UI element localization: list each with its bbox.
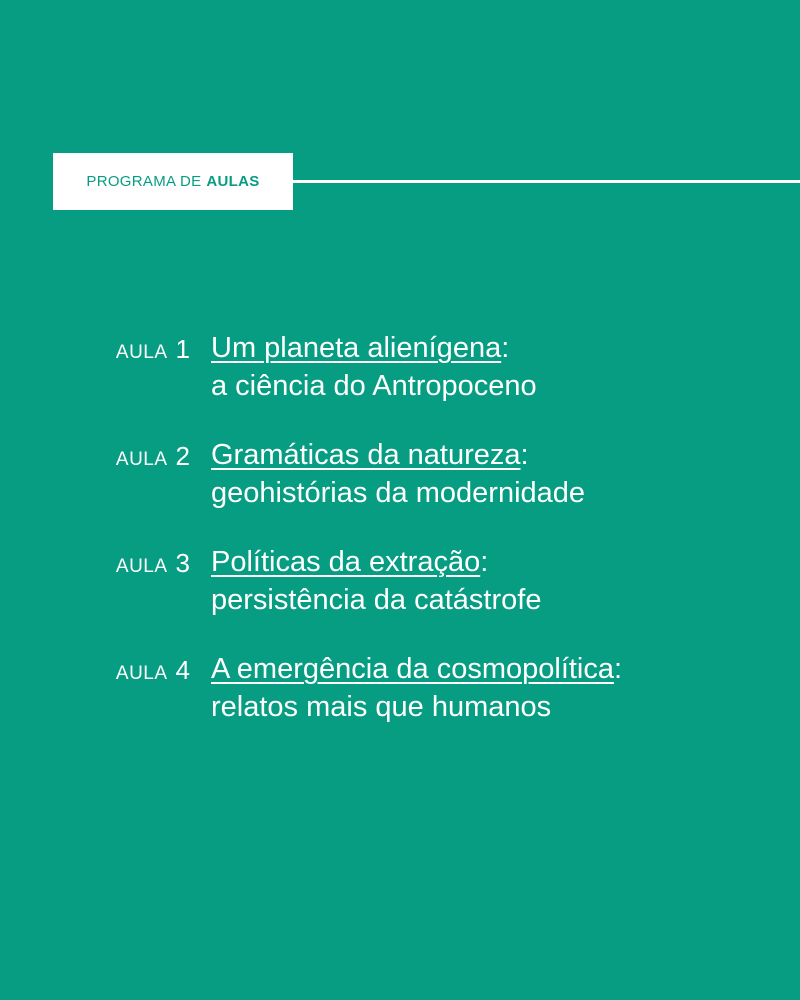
lesson-title-colon: : <box>480 546 489 578</box>
lesson-item-4 <box>0 646 800 753</box>
lesson-title-link[interactable]: Políticas da extração <box>211 546 481 578</box>
lesson-tag: AULA <box>115 449 168 470</box>
lesson-item-3 <box>0 539 800 646</box>
lesson-text <box>211 436 585 512</box>
lesson-text <box>211 650 622 726</box>
lesson-subtitle: persistência da catástrofe <box>211 584 542 616</box>
lesson-digit: 1 <box>175 334 190 364</box>
lesson-title-colon: : <box>501 332 510 364</box>
lesson-title-link[interactable]: A emergência da cosmopolítica <box>211 653 614 685</box>
lesson-title <box>211 436 585 474</box>
lesson-item-1 <box>0 325 800 432</box>
lesson-number <box>116 334 190 368</box>
header-divider <box>293 180 800 183</box>
section-tag-regular: PROGRAMA DE <box>86 173 202 190</box>
lesson-digit: 2 <box>175 441 190 471</box>
lesson-digit: 3 <box>175 548 190 578</box>
lesson-digit: 4 <box>175 655 190 685</box>
lesson-tag: AULA <box>115 663 168 684</box>
lesson-title-link[interactable]: Um planeta alienígena <box>211 332 502 364</box>
lesson-subtitle: relatos mais que humanos <box>211 691 552 723</box>
lesson-number <box>116 548 190 582</box>
section-tag-bold: AULAS <box>206 173 260 190</box>
lesson-number <box>116 441 190 475</box>
section-tag <box>53 153 293 210</box>
lesson-title-link[interactable]: Gramáticas da natureza <box>211 439 521 471</box>
lesson-text <box>211 543 541 619</box>
lesson-list <box>0 325 800 753</box>
lesson-subtitle: a ciência do Antropoceno <box>211 370 537 402</box>
lesson-title <box>211 329 537 367</box>
lesson-tag: AULA <box>115 556 168 577</box>
lesson-item-2 <box>0 432 800 539</box>
lesson-subtitle: geohistórias da modernidade <box>211 477 586 509</box>
lesson-tag: AULA <box>115 342 168 363</box>
lesson-title <box>211 543 541 581</box>
lesson-text <box>211 329 537 405</box>
lesson-title-colon: : <box>614 653 623 685</box>
lesson-title <box>211 650 622 688</box>
lesson-title-colon: : <box>520 439 529 471</box>
lesson-number <box>116 655 190 689</box>
